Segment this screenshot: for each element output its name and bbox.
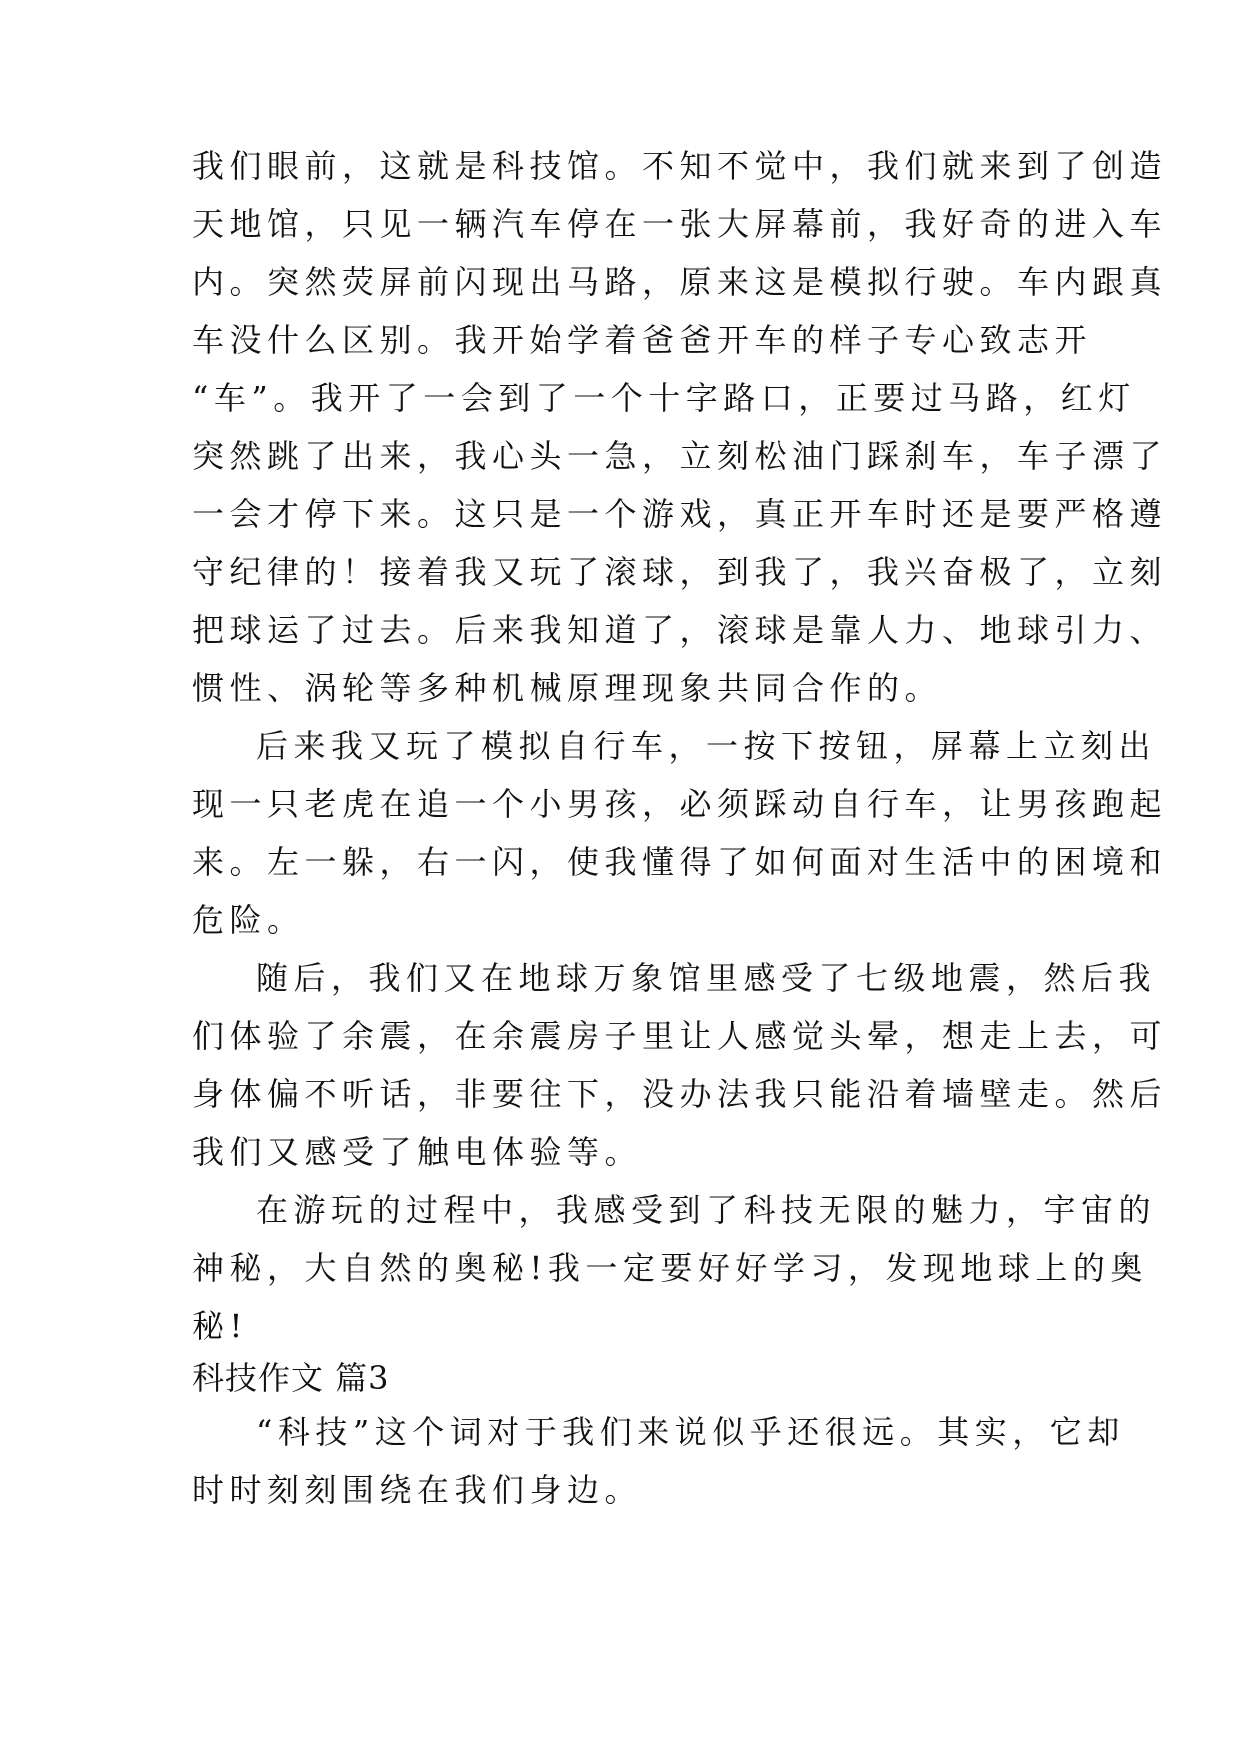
paragraph-line: 后来我又玩了模拟自行车，一按下按钮，屏幕上立刻出 <box>256 727 1157 765</box>
paragraph-line: 身体偏不听话，非要往下，没办法我只能沿着墙壁走。然后 <box>192 1075 1168 1113</box>
paragraph-line: 我们眼前，这就是科技馆。不知不觉中，我们就来到了创造 <box>192 147 1168 185</box>
section-heading: 科技作文 篇3 <box>192 1359 390 1397</box>
paragraph-line: 把球运了过去。后来我知道了，滚球是靠人力、地球引力、 <box>192 611 1168 649</box>
paragraph-line: 守纪律的！接着我又玩了滚球，到我了，我兴奋极了，立刻 <box>192 553 1168 591</box>
paragraph-line: 车没什么区别。我开始学着爸爸开车的样子专心致志开 <box>192 321 1093 359</box>
paragraph-line: 时时刻刻围绕在我们身边。 <box>192 1471 643 1509</box>
paragraph-line: 来。左一躲，右一闪，使我懂得了如何面对生活中的困境和 <box>192 843 1168 881</box>
paragraph-line: 突然跳了出来，我心头一急，立刻松油门踩刹车，车子漂了 <box>192 437 1168 475</box>
paragraph-line: 神秘，大自然的奥秘!我一定要好好学习，发现地球上的奥 <box>192 1249 1148 1287</box>
paragraph-line: 在游玩的过程中，我感受到了科技无限的魅力，宇宙的 <box>256 1191 1157 1229</box>
paragraph-line: “车”。我开了一会到了一个十字路口，正要过马路，红灯 <box>192 379 1136 417</box>
paragraph-line: 内。突然荧屏前闪现出马路，原来这是模拟行驶。车内跟真 <box>192 263 1168 301</box>
paragraph-line: 天地馆，只见一辆汽车停在一张大屏幕前，我好奇的进入车 <box>192 205 1168 243</box>
paragraph-line: 惯性、涡轮等多种机械原理现象共同合作的。 <box>192 669 943 707</box>
paragraph-line: 秘! <box>192 1307 248 1345</box>
paragraph-line: 我们又感受了触电体验等。 <box>192 1133 643 1171</box>
paragraph-line: “科技”这个词对于我们来说似乎还很远。其实，它却 <box>256 1413 1125 1451</box>
paragraph-line: 随后，我们又在地球万象馆里感受了七级地震，然后我 <box>256 959 1157 997</box>
paragraph-line: 危险。 <box>192 901 305 939</box>
paragraph-line: 们体验了余震，在余震房子里让人感觉头晕，想走上去，可 <box>192 1017 1168 1055</box>
paragraph-line: 一会才停下来。这只是一个游戏，真正开车时还是要严格遵 <box>192 495 1168 533</box>
paragraph-line: 现一只老虎在追一个小男孩，必须踩动自行车，让男孩跑起 <box>192 785 1168 823</box>
